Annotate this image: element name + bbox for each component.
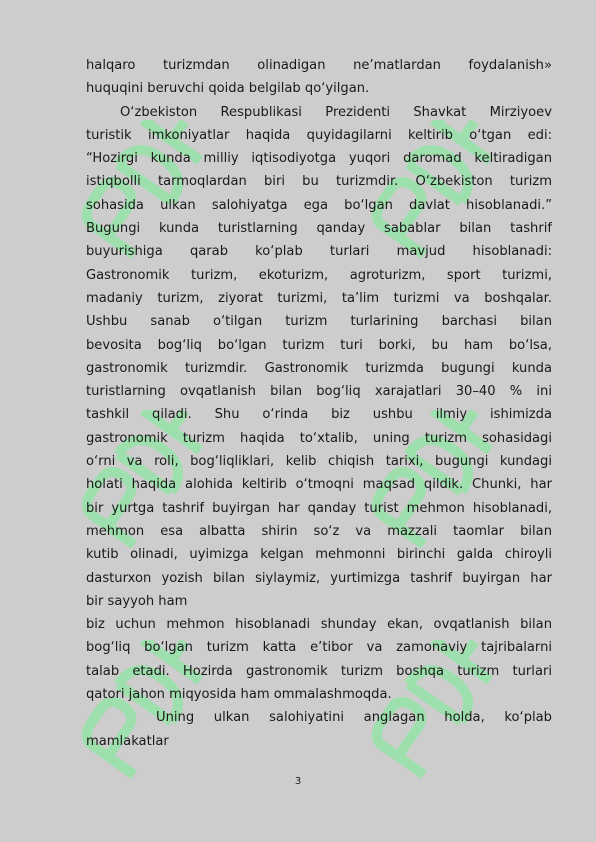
text-line: qatori jahon miqyosida ham ommalashmoqda. bbox=[86, 687, 392, 703]
text-line: mehmon esa albatta shirin so‘z va mazzali taomlar bilan bbox=[86, 523, 552, 539]
text-line: Uning ulkan salohiyatini anglagan holda, ko‘plab bbox=[156, 710, 552, 726]
text-line: halqaro turizmdan olinadigan ne’matlardan foydalanish» bbox=[86, 58, 552, 73]
text-line: dasturxon yozish bilan siylaymiz, yurtimizga tashrif buyirgan har bbox=[86, 570, 552, 586]
text-line: bir yurtga tashrif buyirgan har qanday turist mehmon hisoblanadi, bbox=[86, 500, 552, 516]
text-line: kutib olinadi, uyimizga kelgan mehmonni birinchi galda chiroyli bbox=[86, 547, 552, 563]
text-line: gastronomik turizm haqida to‘xtalib, uning turizm sohasidagi bbox=[86, 430, 552, 446]
text-line: istiqbolli tarmoqlardan biri bu turizmdir. O‘zbekiston turizm bbox=[86, 174, 552, 190]
text-line: o‘rni va roli, bog‘liqliklari, kelib chiqish tarixi, bugungi kundagi bbox=[86, 454, 552, 470]
text-line: turistik imkoniyatlar haqida quyidagilarni keltirib o‘tgan edi: bbox=[86, 127, 552, 143]
text-line: turistlarning ovqatlanish bilan bog‘liq xarajatlari 30–40 % ini bbox=[86, 384, 552, 400]
text-line: Bugungi kunda turistlarning qanday sabablar bilan tashrif bbox=[86, 221, 552, 237]
text-line: talab etadi. Hozirda gastronomik turizm boshqa turizm turlari bbox=[86, 663, 552, 679]
text-line: buyurishiga qarab ko‘plab turlari mavjud hisoblanadi: bbox=[86, 244, 552, 260]
text-line: O‘zbekiston Respublikasi Prezidenti Shavkat Mirziyoev bbox=[120, 104, 552, 120]
text-line: mamlakatlar bbox=[86, 733, 169, 749]
text-line: bevosita bog‘liq bo‘lgan turizm turi borki, bu ham bo‘lsa, bbox=[86, 337, 552, 353]
document-body bbox=[86, 54, 552, 753]
text-line: bir sayyoh ham bbox=[86, 593, 188, 609]
text-line: huquqini beruvchi qoida belgilab qo‘yilgan. bbox=[86, 81, 370, 97]
text-line: “Hozirgi kunda milliy iqtisodiyotga yuqori daromad keltiradigan bbox=[86, 151, 552, 167]
text-line: gastronomik turizmdir. Gastronomik turizmda bugungi kunda bbox=[86, 360, 552, 376]
page-number: 3 bbox=[294, 776, 302, 787]
text-line: Ushbu sanab o‘tilgan turizm turlarining barchasi bilan bbox=[86, 314, 552, 330]
text-line: Gastronomik turizm, ekoturizm, agroturizm, sport turizmi, bbox=[86, 267, 552, 283]
text-line: sohasida ulkan salohiyatga ega bo‘lgan davlat hisoblanadi.” bbox=[86, 197, 552, 213]
text-line: holati haqida alohida keltirib o‘tmoqni maqsad qildik. Chunki, har bbox=[86, 477, 552, 493]
text-line: madaniy turizm, ziyorat turizmi, ta’lim turizmi va boshqalar. bbox=[86, 290, 552, 306]
text-line: tashkil qiladi. Shu o‘rinda biz ushbu ilmiy ishimizda bbox=[86, 407, 552, 423]
text-line: biz uchun mehmon hisoblanadi shunday ekan, ovqatlanish bilan bbox=[86, 617, 552, 633]
text-line: bog‘liq bo‘lgan turizm katta e’tibor va zamonaviy tajribalarni bbox=[86, 640, 552, 656]
